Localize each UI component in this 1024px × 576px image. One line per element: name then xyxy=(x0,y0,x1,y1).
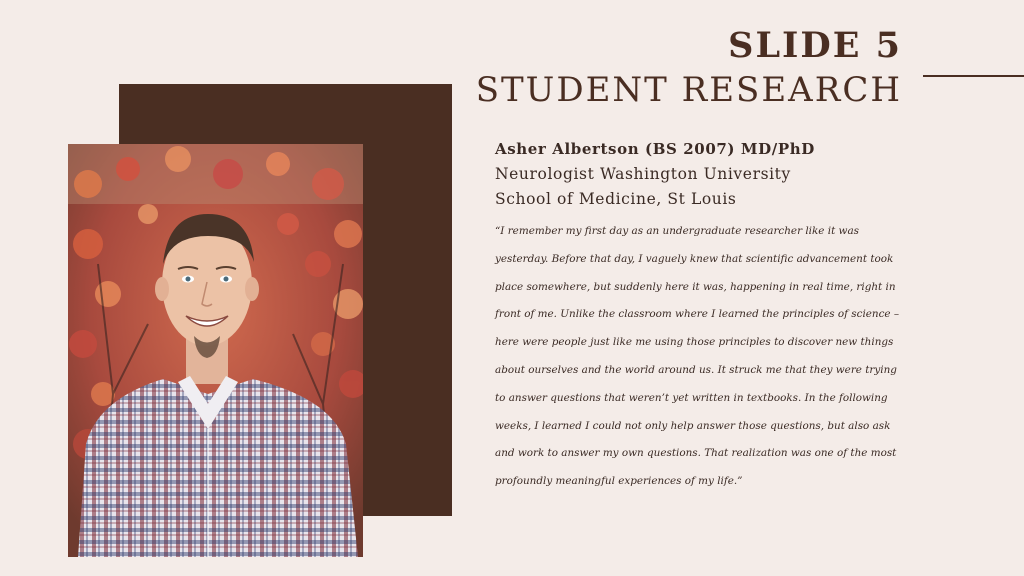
profile-name: Asher Albertson (BS 2007) MD/PhD xyxy=(495,140,815,158)
title-divider-line xyxy=(923,75,1024,77)
testimonial-quote: “I remember my first day as an undergraduate researcher like it was yesterday. Before that day, I vaguely knew that scientific advancement took place somewhere, but suddenly here it was, happening in real time, right in front of me. Unlike the classroom where I learned the principles of science – here were people just like me using those principles to discover new things about ourselves and the world around us. It struck me that they were trying to answer questions that weren’t yet written in textbooks. In the following weeks, I learned I could not only help answer those questions, but also ask and work to answer my own questions. That realization was one of the most profoundly meaningful experiences of my life.” xyxy=(495,225,900,488)
slide-number: SLIDE 5 xyxy=(728,25,902,66)
profile-affiliation-line-2: School of Medicine, St Louis xyxy=(495,190,737,208)
portrait-illustration xyxy=(68,144,363,557)
profile-affiliation-line-1: Neurologist Washington University xyxy=(495,165,791,183)
title-block xyxy=(476,24,902,112)
portrait-photo xyxy=(68,144,363,557)
slide-title: STUDENT RESEARCH xyxy=(475,70,902,110)
profile-info xyxy=(495,137,895,212)
